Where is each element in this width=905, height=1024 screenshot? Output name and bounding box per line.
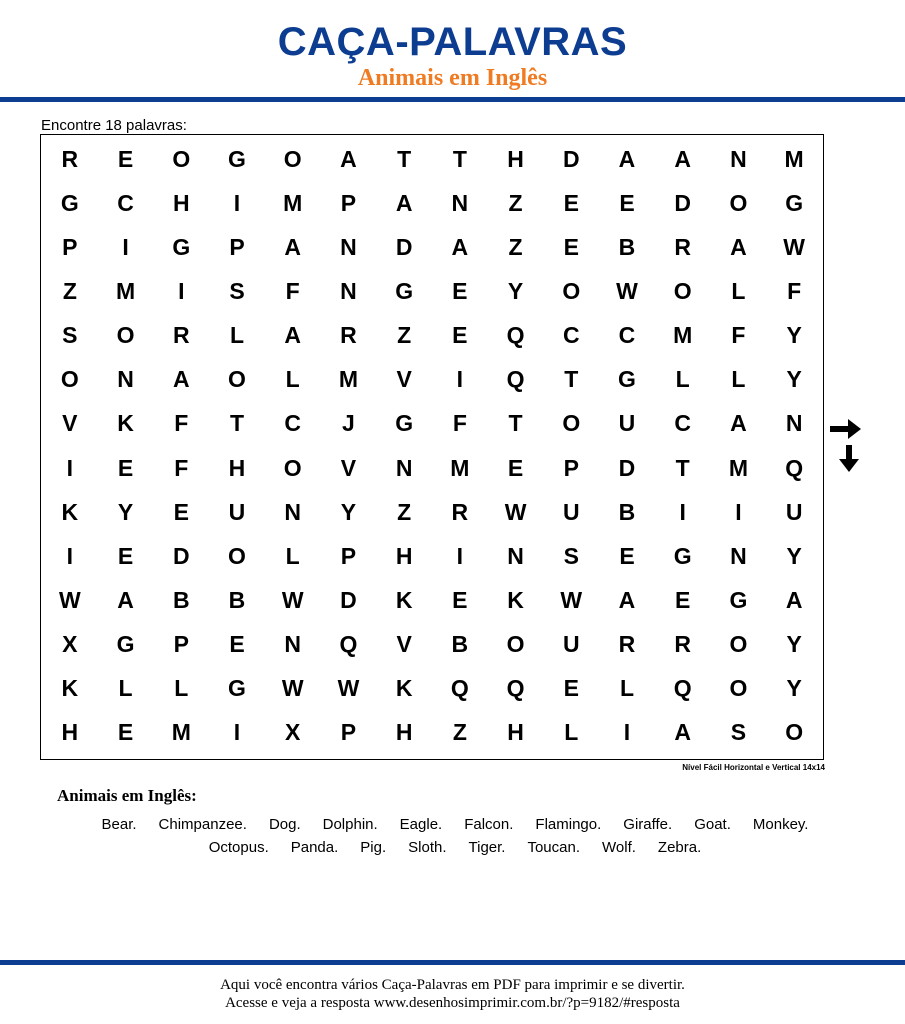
grid-cell[interactable]: R [674, 233, 692, 260]
grid-cell[interactable]: K [61, 675, 79, 702]
grid-cell[interactable]: Z [397, 498, 412, 525]
grid-cell[interactable]: O [228, 366, 246, 393]
grid-cell[interactable]: Y [786, 631, 802, 658]
grid-cell[interactable]: G [395, 410, 414, 437]
grid-cell[interactable]: L [174, 675, 189, 702]
grid-cell[interactable]: L [675, 366, 690, 393]
grid-cell[interactable]: O [785, 719, 804, 746]
grid-cell[interactable]: L [731, 366, 746, 393]
grid-cell[interactable]: A [730, 233, 747, 260]
grid-cell[interactable]: P [173, 631, 189, 658]
grid-cell[interactable]: E [619, 189, 635, 216]
word-list-item: Giraffe. [623, 816, 673, 833]
grid-cell[interactable]: D [395, 233, 413, 260]
word-list-item: Wolf. [602, 839, 636, 856]
arrow-down-icon [828, 444, 864, 474]
grid-cell[interactable]: W [560, 586, 583, 613]
grid-cell[interactable]: A [730, 410, 747, 437]
arrow-right-icon [828, 414, 864, 444]
word-list-heading: Animais em Inglês: [57, 786, 197, 805]
header-divider [0, 97, 905, 102]
grid-cell[interactable]: N [340, 233, 357, 260]
grid-cell[interactable]: O [116, 322, 135, 349]
grid-cell[interactable]: F [787, 277, 802, 304]
grid-cell[interactable]: P [62, 233, 78, 260]
grid-cell[interactable]: E [229, 631, 245, 658]
grid-cell[interactable]: Z [397, 322, 412, 349]
grid-cell[interactable]: V [396, 631, 412, 658]
grid-cell[interactable]: A [618, 586, 636, 613]
grid-cell[interactable]: Q [506, 675, 525, 702]
grid-cell[interactable]: I [679, 498, 686, 525]
grid-cell[interactable]: N [284, 498, 302, 525]
grid-cell[interactable]: H [507, 145, 524, 172]
grid-cell[interactable]: N [785, 410, 803, 437]
grid-cell[interactable]: O [562, 410, 581, 437]
grid-cell[interactable]: R [674, 631, 692, 658]
grid-cell[interactable]: O [506, 631, 525, 658]
grid-cell[interactable]: H [507, 719, 524, 746]
grid-cell[interactable]: U [618, 410, 636, 437]
grid-cell[interactable]: G [395, 277, 414, 304]
grid-cell[interactable]: G [618, 366, 636, 393]
footer-line-1: Aqui você encontra vários Caça-Palavras em PDF para imprimir e se divertir. [220, 977, 685, 993]
grid-cell[interactable]: Q [785, 454, 804, 481]
grid-cell[interactable]: G [228, 145, 246, 172]
grid-cell[interactable]: T [397, 145, 412, 172]
word-list-item: Sloth. [408, 839, 447, 856]
grid-cell[interactable]: T [452, 145, 467, 172]
grid-cell[interactable]: W [58, 586, 81, 613]
grid-cell[interactable]: G [673, 542, 692, 569]
grid-cell[interactable]: O [729, 631, 748, 658]
grid-cell[interactable]: I [735, 498, 742, 525]
grid-cell[interactable]: D [674, 189, 692, 216]
grid-cell[interactable]: O [729, 675, 748, 702]
grid-cell[interactable]: A [284, 322, 302, 349]
grid-cell[interactable]: K [117, 410, 134, 437]
grid-cell[interactable]: Y [340, 498, 357, 525]
grid-cell[interactable]: O [673, 277, 692, 304]
grid-cell[interactable]: G [116, 631, 135, 658]
grid-cell[interactable]: G [172, 233, 191, 260]
grid-cell[interactable]: U [228, 498, 246, 525]
grid-cell[interactable]: E [563, 189, 579, 216]
grid-cell[interactable]: X [62, 631, 78, 658]
grid-cell[interactable]: I [233, 189, 241, 216]
grid-cell[interactable]: S [62, 322, 78, 349]
grid-cell[interactable]: L [731, 277, 746, 304]
grid-cell[interactable]: C [117, 189, 134, 216]
grid-cell[interactable]: N [117, 366, 134, 393]
word-list-row-2 [30, 839, 880, 857]
page-subtitle: Animais em Inglês [357, 65, 548, 91]
grid-cell[interactable]: M [115, 277, 136, 304]
grid-cell[interactable]: R [340, 322, 357, 349]
grid-cell[interactable]: G [729, 586, 748, 613]
grid-cell[interactable]: X [285, 719, 301, 746]
grid-cell[interactable]: A [340, 145, 357, 172]
grid-cell[interactable]: U [562, 498, 580, 525]
grid-cell[interactable]: L [285, 366, 300, 393]
grid-cell[interactable]: Q [339, 631, 358, 658]
instruction-text: Encontre 18 palavras: [41, 117, 187, 134]
grid-cell[interactable]: Z [508, 189, 523, 216]
grid-cell[interactable]: H [228, 454, 246, 481]
grid-cell[interactable]: B [618, 233, 636, 260]
grid-cell[interactable]: Y [507, 277, 524, 304]
grid-cell[interactable]: A [172, 366, 190, 393]
grid-cell[interactable]: T [675, 454, 690, 481]
grid-cell[interactable]: U [785, 498, 803, 525]
grid-cell[interactable]: T [229, 410, 245, 437]
grid-cell[interactable]: W [504, 498, 527, 525]
grid-cell[interactable]: C [618, 322, 636, 349]
grid-cell[interactable]: O [60, 366, 79, 393]
grid-cell[interactable]: K [395, 675, 413, 702]
grid-cell[interactable]: L [619, 675, 635, 702]
grid-cell[interactable]: F [285, 277, 300, 304]
word-list-row-1 [30, 816, 880, 834]
grid-cell[interactable]: L [285, 542, 300, 569]
grid-cell[interactable]: O [228, 542, 246, 569]
grid-cell[interactable]: L [564, 719, 579, 746]
grid-cell[interactable]: B [228, 586, 246, 613]
grid-cell[interactable]: M [171, 719, 191, 746]
grid-cell[interactable]: Y [117, 498, 134, 525]
grid-cell[interactable]: K [395, 586, 413, 613]
grid-cell[interactable]: Y [786, 542, 802, 569]
grid-cell[interactable]: N [730, 145, 747, 172]
grid-cell[interactable]: L [229, 322, 245, 349]
word-list-item: Eagle. [399, 816, 443, 833]
grid-cell[interactable]: O [283, 145, 302, 172]
footer-line-2: Acesse e veja a resposta www.desenhosimprimir.com.br/?p=9182/#resposta [225, 995, 680, 1011]
grid-cell[interactable]: N [340, 277, 357, 304]
grid-cell[interactable]: K [507, 586, 524, 613]
word-list-item: Dolphin. [322, 816, 378, 833]
grid-cell[interactable]: Q [450, 675, 469, 702]
grid-cell[interactable]: N [284, 631, 302, 658]
word-list-item: Chimpanzee. [158, 816, 247, 833]
grid-cell[interactable]: E [452, 277, 468, 304]
grid-cell[interactable]: R [61, 145, 79, 172]
word-search-grid[interactable] [40, 134, 824, 760]
grid-cell[interactable]: I [456, 542, 464, 569]
grid-cell[interactable]: E [117, 719, 134, 746]
word-list-item: Pig. [360, 839, 387, 856]
grid-cell[interactable]: H [61, 719, 79, 746]
grid-cell[interactable]: E [452, 322, 468, 349]
grid-cell[interactable]: A [785, 586, 803, 613]
grid-cell[interactable]: N [395, 454, 413, 481]
grid-cell[interactable]: Y [786, 366, 802, 393]
grid-cell[interactable]: M [784, 145, 804, 172]
grid-cell[interactable]: R [172, 322, 190, 349]
word-list-item: Monkey. [752, 816, 809, 833]
grid-cell[interactable]: S [229, 277, 245, 304]
grid-cell[interactable]: Q [673, 675, 692, 702]
grid-cell[interactable]: U [562, 631, 580, 658]
grid-cell[interactable]: O [283, 454, 302, 481]
word-list-item: Panda. [290, 839, 339, 856]
grid-cell[interactable]: E [117, 454, 134, 481]
grid-cell[interactable]: F [174, 454, 189, 481]
word-list-item: Tiger. [468, 839, 506, 856]
grid-cell[interactable]: O [562, 277, 581, 304]
grid-cell[interactable]: J [342, 410, 355, 437]
grid-cell[interactable]: N [507, 542, 524, 569]
word-list-item: Zebra. [657, 839, 702, 856]
grid-cell[interactable]: M [338, 366, 358, 393]
grid-cell[interactable]: B [172, 586, 190, 613]
word-list-item: Dog. [268, 816, 301, 833]
word-list-item: Goat. [694, 816, 731, 833]
grid-cell[interactable]: D [562, 145, 580, 172]
grid-cell[interactable]: R [618, 631, 636, 658]
grid-cell[interactable]: G [60, 189, 79, 216]
grid-cell[interactable]: M [728, 454, 748, 481]
grid-cell[interactable]: V [396, 366, 412, 393]
grid-cell[interactable]: D [340, 586, 357, 613]
grid-cell[interactable]: E [452, 586, 468, 613]
grid-cell[interactable]: B [618, 498, 636, 525]
grid-cell[interactable]: P [563, 454, 579, 481]
grid-cell[interactable]: C [674, 410, 692, 437]
grid-cell[interactable]: P [340, 542, 357, 569]
grid-cell[interactable]: W [281, 675, 304, 702]
grid-cell[interactable]: F [452, 410, 467, 437]
grid-cell[interactable]: I [623, 719, 631, 746]
grid-cell[interactable]: N [451, 189, 469, 216]
grid-cell[interactable]: C [562, 322, 580, 349]
grid-cell[interactable]: N [730, 542, 747, 569]
grid-cell[interactable]: E [675, 586, 691, 613]
grid-cell[interactable]: D [172, 542, 190, 569]
grid-cell[interactable]: I [233, 719, 241, 746]
grid-cell[interactable]: T [508, 410, 523, 437]
grid-cell[interactable]: A [284, 233, 302, 260]
word-list-item: Bear. [101, 816, 137, 833]
grid-cell[interactable]: E [173, 498, 189, 525]
word-list-item: Octopus. [208, 839, 269, 856]
grid-cell[interactable]: Z [62, 277, 77, 304]
grid-cell[interactable]: V [62, 410, 78, 437]
grid-cell[interactable]: H [395, 542, 413, 569]
grid-cell[interactable]: P [229, 233, 245, 260]
grid-cell[interactable]: A [618, 145, 636, 172]
grid-cell[interactable]: Q [506, 322, 525, 349]
footer-divider [0, 960, 905, 965]
grid-cell[interactable]: R [451, 498, 469, 525]
grid-cell[interactable]: I [178, 277, 185, 304]
grid-cell[interactable]: E [563, 233, 579, 260]
grid-cell[interactable]: E [619, 542, 635, 569]
grid-cell[interactable]: H [172, 189, 190, 216]
level-note: Nível Fácil Horizontal e Vertical 14x14 [682, 763, 825, 772]
page-title: CAÇA-PALAVRAS [277, 20, 628, 64]
grid-cell[interactable]: P [340, 719, 357, 746]
grid-cell[interactable]: O [729, 189, 748, 216]
grid-cell[interactable]: A [674, 145, 692, 172]
grid-cell[interactable]: A [674, 719, 692, 746]
grid-cell[interactable]: E [563, 675, 579, 702]
grid-cell[interactable]: I [122, 233, 129, 260]
grid-cell[interactable]: O [172, 145, 191, 172]
grid-cell[interactable]: L [118, 675, 133, 702]
grid-cell[interactable]: Y [786, 675, 802, 702]
grid-cell[interactable]: P [340, 189, 357, 216]
grid-cell[interactable]: V [340, 454, 357, 481]
grid-cell[interactable]: E [507, 454, 524, 481]
grid-cell[interactable]: A [117, 586, 134, 613]
grid-cell[interactable]: M [450, 454, 470, 481]
grid-cell[interactable]: S [563, 542, 579, 569]
grid-cell[interactable]: A [395, 189, 413, 216]
grid-cell[interactable]: I [66, 542, 74, 569]
grid-cell[interactable]: D [618, 454, 636, 481]
grid-cell[interactable]: I [456, 366, 464, 393]
grid-cell[interactable]: M [673, 322, 693, 349]
grid-cell[interactable]: W [783, 233, 805, 260]
grid-cell[interactable]: C [284, 410, 302, 437]
grid-cell[interactable]: Q [506, 366, 525, 393]
word-list-item: Toucan. [527, 839, 581, 856]
grid-cell[interactable]: Y [786, 322, 802, 349]
grid-cell[interactable]: A [451, 233, 469, 260]
word-list-item: Falcon. [464, 816, 514, 833]
grid-cell[interactable]: W [616, 277, 638, 304]
grid-cell[interactable]: G [785, 189, 804, 216]
grid-cell[interactable]: S [730, 719, 747, 746]
grid-cell[interactable]: I [66, 454, 74, 481]
grid-cell[interactable]: Z [508, 233, 523, 260]
grid-cell[interactable]: E [117, 145, 134, 172]
grid-cell[interactable]: F [731, 322, 746, 349]
grid-cell[interactable]: Z [452, 719, 467, 746]
grid-cell[interactable]: H [395, 719, 413, 746]
grid-cell[interactable]: T [564, 366, 579, 393]
grid-cell[interactable]: F [174, 410, 189, 437]
grid-cell[interactable]: G [228, 675, 246, 702]
grid-cell[interactable]: E [117, 542, 134, 569]
word-list-item: Flamingo. [535, 816, 602, 833]
grid-cell[interactable]: W [281, 586, 304, 613]
grid-cell[interactable]: B [451, 631, 469, 658]
grid-cell[interactable]: K [61, 498, 79, 525]
grid-cell[interactable]: M [283, 189, 303, 216]
grid-cell[interactable]: W [337, 675, 360, 702]
